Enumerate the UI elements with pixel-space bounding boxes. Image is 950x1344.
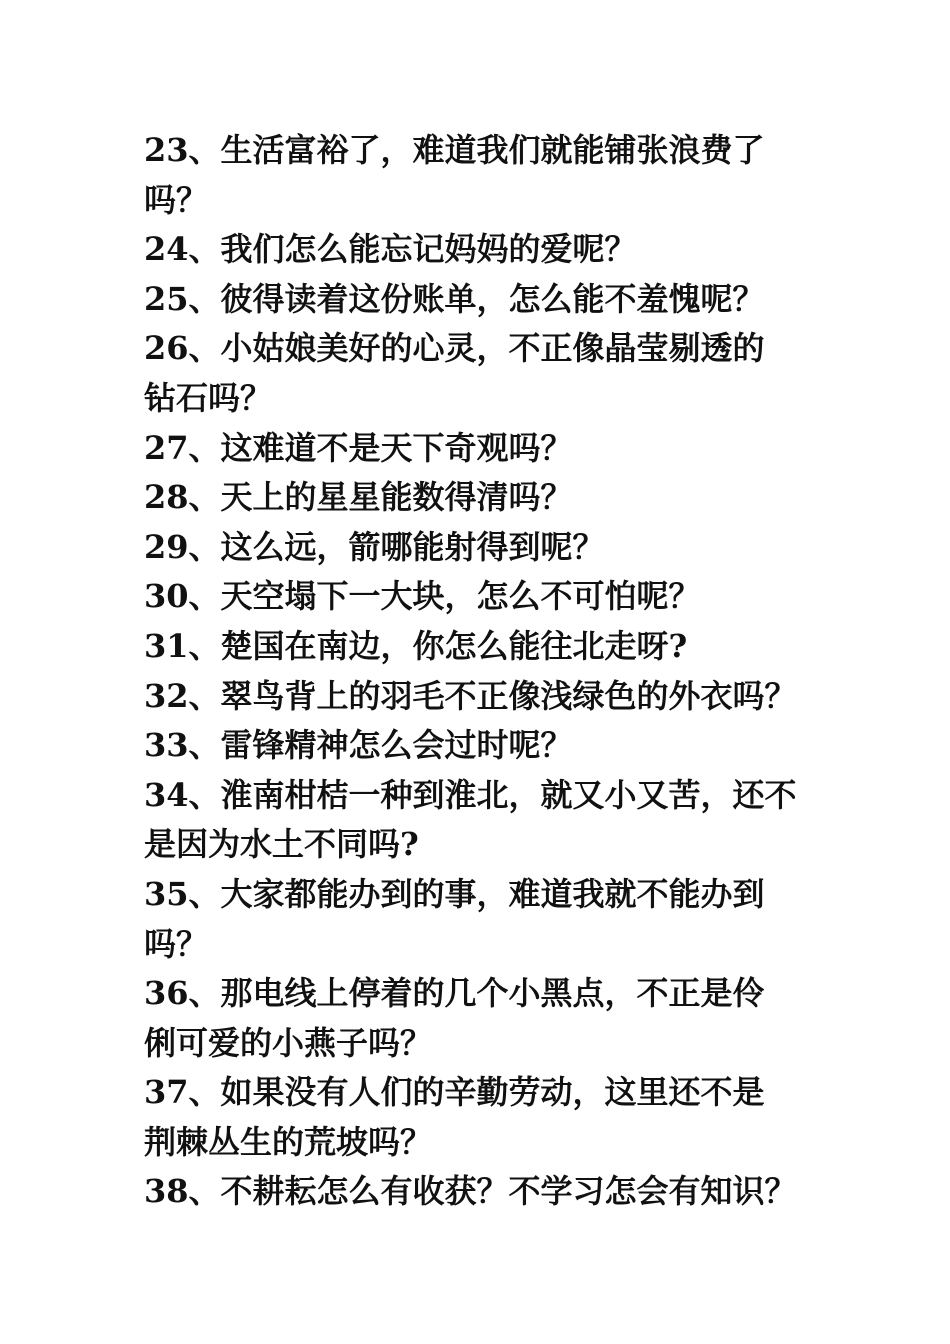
item-line: 36、那电线上停着的几个小黑点，不正是伶 (144, 974, 765, 1013)
item-line: 31、楚国在南边，你怎么能往北走呀? (144, 626, 688, 665)
list-item-33 (144, 721, 844, 771)
item-line: 27、这难道不是天下奇观吗？ (144, 428, 573, 467)
item-line: 23、生活富裕了，难道我们就能铺张浪费了 (144, 131, 765, 169)
list-item-23 (144, 126, 844, 225)
list-item-34 (144, 771, 844, 870)
item-line: 26、小姑娘美好的心灵，不正像晶莹剔透的 (144, 329, 765, 368)
list-item-24 (144, 225, 844, 275)
item-line: 钻石吗？ (144, 378, 273, 417)
item-line: 34、淮南柑桔一种到淮北，就又小又苦，还不 (144, 775, 797, 814)
item-line: 30、天空塌下一大块，怎么不可怕呢？ (144, 577, 701, 616)
item-line: 32、翠鸟背上的羽毛不正像浅绿色的外衣吗？ (144, 676, 797, 715)
item-line: 吗？ (144, 180, 209, 219)
item-line: 是因为水土不同吗? (144, 825, 419, 864)
list-item-38 (144, 1167, 844, 1217)
item-line: 29、这么远，箭哪能射得到呢？ (144, 527, 605, 566)
item-line: 25、彼得读着这份账单，怎么能不羞愧呢？ (144, 279, 765, 318)
item-line: 33、雷锋精神怎么会过时呢？ (144, 726, 573, 765)
item-line: 吗？ (144, 924, 209, 963)
item-line: 俐可爱的小燕子吗？ (144, 1023, 433, 1062)
list-item-37 (144, 1068, 844, 1167)
item-line: 荆棘丛生的荒坡吗？ (144, 1122, 433, 1161)
list-item-26 (144, 324, 844, 423)
list-item-31 (144, 622, 844, 672)
item-line: 24、我们怎么能忘记妈妈的爱呢？ (144, 230, 637, 269)
item-line: 37、如果没有人们的辛勤劳动，这里还不是 (144, 1073, 765, 1112)
item-line: 38、不耕耘怎么有收获？不学习怎会有知识？ (144, 1172, 797, 1211)
item-line: 35、大家都能办到的事，难道我就不能办到 (144, 874, 765, 913)
list-item-30 (144, 572, 844, 622)
list-item-28 (144, 473, 844, 523)
list-item-35 (144, 870, 844, 969)
list-item-29 (144, 523, 844, 573)
list-item-25 (144, 275, 844, 325)
item-line: 28、天上的星星能数得清吗？ (144, 478, 573, 517)
list-item-32 (144, 672, 844, 722)
list-item-27 (144, 424, 844, 474)
question-list (144, 126, 844, 1217)
list-item-36 (144, 969, 844, 1068)
